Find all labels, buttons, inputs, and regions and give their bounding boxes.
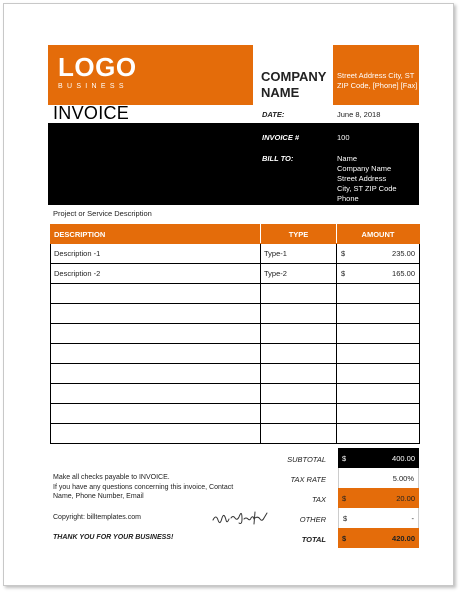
signature-image [211,506,271,528]
line-items-table [50,224,420,444]
subtotal-value: 400.00 [392,453,415,463]
header-description: DESCRIPTION [51,225,261,244]
row-description[interactable] [51,384,261,404]
invoice-title: INVOICE [53,103,130,123]
invoice-number-value[interactable]: 100 [337,133,350,142]
logo-text: LOGO [58,52,137,82]
subtotal-currency: $ [342,453,347,463]
copyright-text: Copyright: billtemplates.com [53,514,141,521]
table-row [51,364,420,384]
table-header-row [51,225,420,244]
questions-note: If you have any questions concerning this invoice, Contact Name, Phone Number, Email [53,483,234,500]
table-row [51,324,420,344]
total-label: TOTAL [301,535,326,544]
row-type[interactable] [261,384,337,404]
row-amount[interactable] [337,404,420,424]
bill-to-company: Company Name [337,164,392,173]
row-type[interactable] [261,404,337,424]
project-description[interactable]: Project or Service Description [53,209,152,218]
header-type: TYPE [261,225,337,244]
row-description[interactable] [51,304,261,324]
total-value: 420.00 [392,533,415,543]
row-type[interactable]: Type-1 [261,244,337,264]
tax-rate-label: TAX RATE [290,475,326,484]
row-amount-value: 165.00 [392,269,415,278]
row-amount[interactable] [337,324,420,344]
subtotal-cell [338,448,419,468]
header-amount: AMOUNT [337,225,420,244]
row-description[interactable] [51,344,261,364]
row-amount[interactable] [337,424,420,444]
other-cell[interactable] [338,508,419,528]
row-type[interactable] [261,364,337,384]
logo-subtitle: BUSINESS [58,83,128,90]
row-type[interactable]: Type-2 [261,264,337,284]
bill-to-block [48,124,419,205]
row-type[interactable] [261,284,337,304]
logo-block [48,45,253,105]
other-value: - [411,513,414,523]
tax-rate-cell[interactable] [338,468,419,488]
bill-to-city: City, ST ZIP Code [337,184,397,193]
total-cell [338,528,419,548]
tax-value: 20.00 [396,493,415,503]
row-amount[interactable] [337,384,420,404]
table-row [51,284,420,304]
invoice-page [3,3,454,586]
bill-to-label: BILL TO: [262,154,294,163]
payment-notes [53,473,253,502]
thank-you-text: THANK YOU FOR YOUR BUSINESS! [53,534,174,541]
bill-to-name: Name [337,154,358,163]
bill-to-lines[interactable] [337,154,397,204]
company-address: Street Address City, ST ZIP Code, [Phone] [Fax] [337,71,418,90]
row-description[interactable] [51,404,261,424]
date-value[interactable]: June 8, 2018 [337,110,381,119]
tax-currency: $ [342,493,347,503]
row-description[interactable] [51,324,261,344]
table-row [51,424,420,444]
table-row [51,264,420,284]
total-currency: $ [342,533,347,543]
address-block [333,45,419,105]
tax-rate-value: 5.00% [392,473,414,483]
tax-label: TAX [311,495,326,504]
row-type[interactable] [261,324,337,344]
invoice-number-label: INVOICE # [262,133,300,142]
row-currency: $ [341,269,346,278]
company-name: COMPANY NAME [261,69,327,100]
row-amount[interactable] [337,344,420,364]
row-amount-value: 235.00 [392,249,415,258]
row-amount[interactable] [337,364,420,384]
table-row [51,344,420,364]
other-label: OTHER [299,515,326,524]
row-type[interactable] [261,344,337,364]
table-row [51,244,420,264]
payable-note: Make all checks payable to INVOICE. [53,474,170,481]
row-currency: $ [341,249,346,258]
table-row [51,404,420,424]
date-label: DATE: [262,110,285,119]
row-description[interactable]: Description -2 [51,264,261,284]
other-currency: $ [343,513,348,523]
row-description[interactable] [51,364,261,384]
row-amount[interactable] [337,304,420,324]
row-type[interactable] [261,424,337,444]
row-description[interactable]: Description -1 [51,244,261,264]
row-type[interactable] [261,304,337,324]
row-amount[interactable] [337,264,420,284]
row-amount[interactable] [337,284,420,304]
row-amount[interactable] [337,244,420,264]
tax-cell [338,488,419,508]
bill-to-phone: Phone [337,194,359,203]
company-name-block [253,45,333,105]
table-row [51,304,420,324]
subtotal-label: SUBTOTAL [287,455,326,464]
row-description[interactable] [51,284,261,304]
bill-to-street: Street Address [337,174,387,183]
row-description[interactable] [51,424,261,444]
table-row [51,384,420,404]
